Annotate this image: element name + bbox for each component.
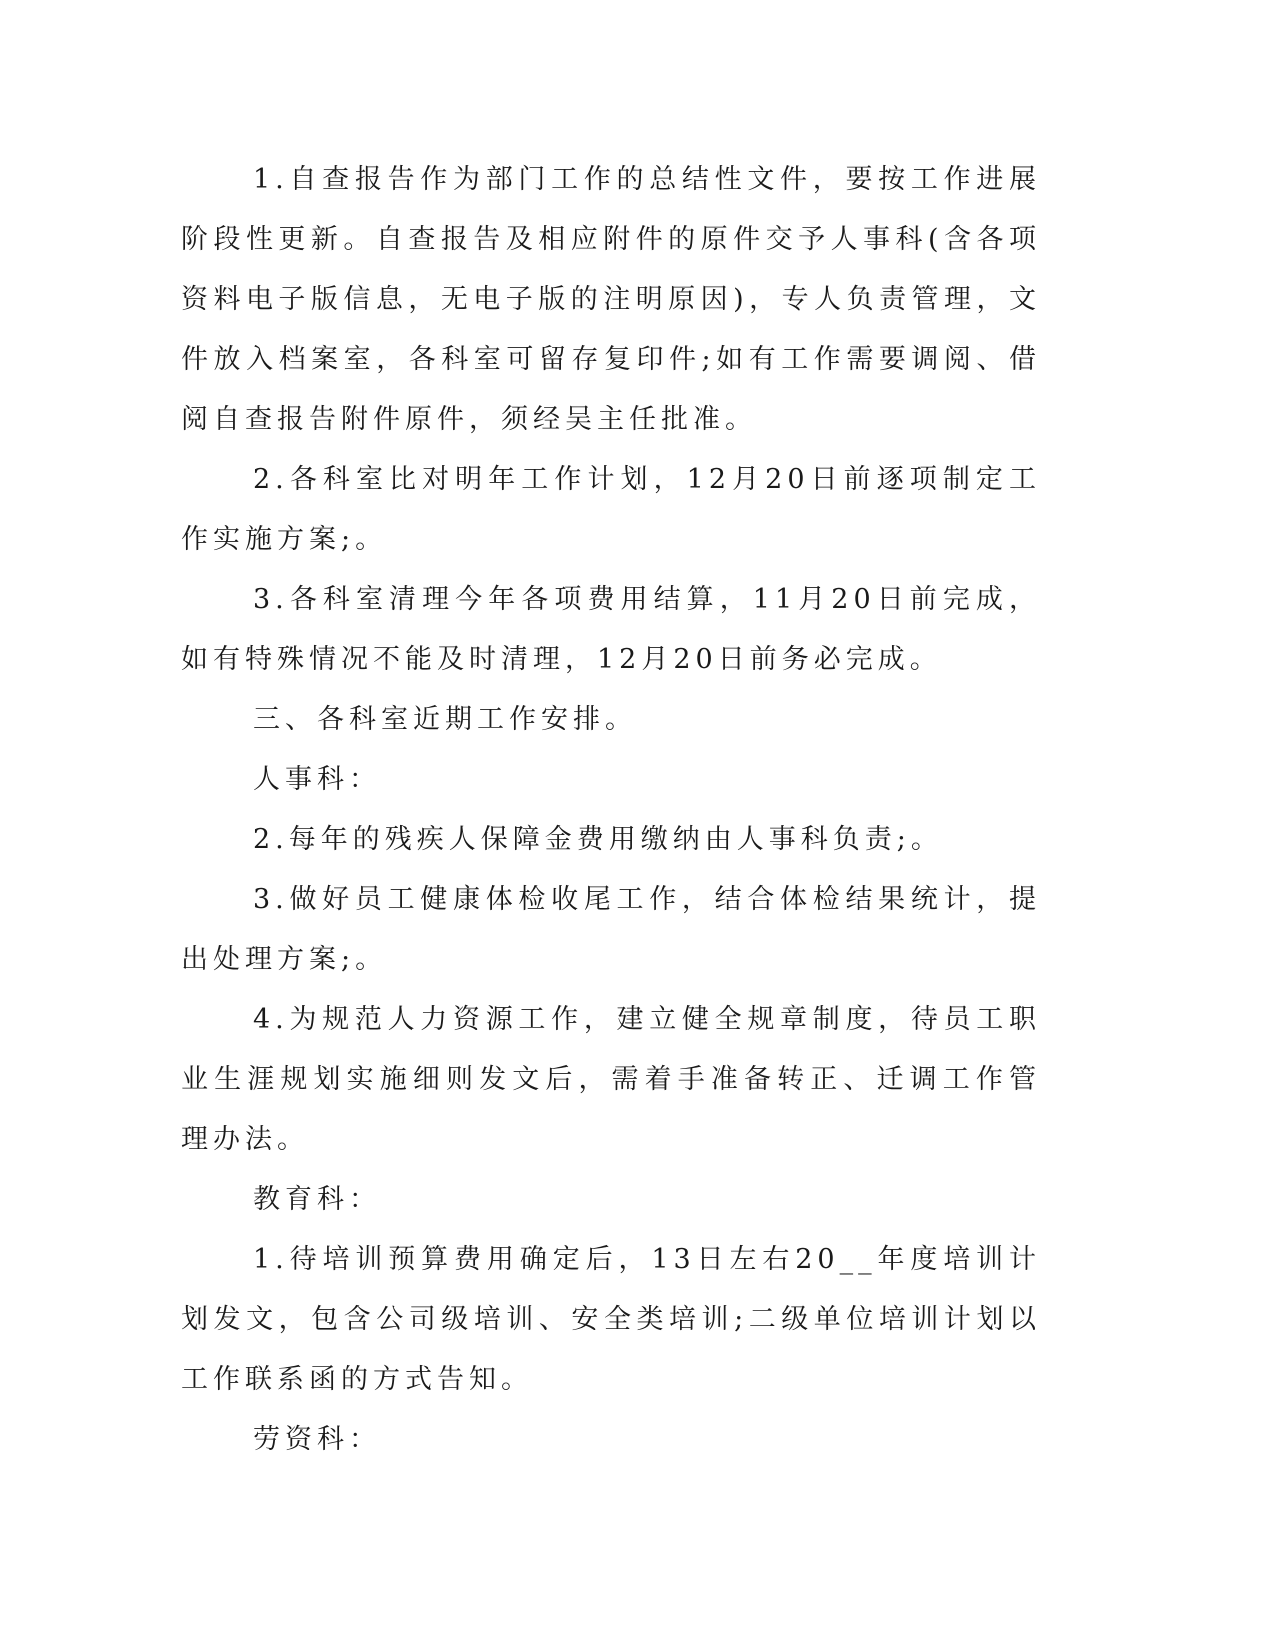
section-heading-3: 三、各科室近期工作安排。 [253,704,637,735]
paragraph-2-work-plan: 2.各科室比对明年工作计划，12月20日前逐项制定工作实施方案;。 [181,464,1041,555]
subheading-education-dept: 教育科： [253,1184,381,1215]
paragraph-education-item-1: 1.待培训预算费用确定后，13日左右20__年度培训计划发文，包含公司级培训、安全类培训;二级单位培训计划以工作联系函的方式告知。 [181,1244,1041,1395]
document-page [181,150,1041,1470]
paragraph-personnel-item-2: 2.每年的残疾人保障金费用缴纳由人事科负责;。 [253,824,943,855]
subheading-personnel-dept: 人事科： [253,764,381,795]
paragraph-personnel-item-4: 4.为规范人力资源工作，建立健全规章制度，待员工职业生涯规划实施细则发文后，需着手准备转正、迁调工作管理办法。 [181,1004,1041,1155]
paragraph-1-self-check-report: 1.自查报告作为部门工作的总结性文件，要按工作进展阶段性更新。自查报告及相应附件的原件交予人事科(含各项资料电子版信息，无电子版的注明原因)，专人负责管理，文件放入档案室，各科室可留存复印件;如有工作需要调阅、借阅自查报告附件原件，须经吴主任批准。 [181,164,1041,435]
paragraph-personnel-item-3: 3.做好员工健康体检收尾工作，结合体检结果统计，提出处理方案;。 [181,884,1041,975]
paragraph-3-expense-settlement: 3.各科室清理今年各项费用结算，11月20日前完成，如有特殊情况不能及时清理，12月20日前务必完成。 [181,584,1041,675]
subheading-labor-wage-dept: 劳资科： [253,1424,381,1455]
